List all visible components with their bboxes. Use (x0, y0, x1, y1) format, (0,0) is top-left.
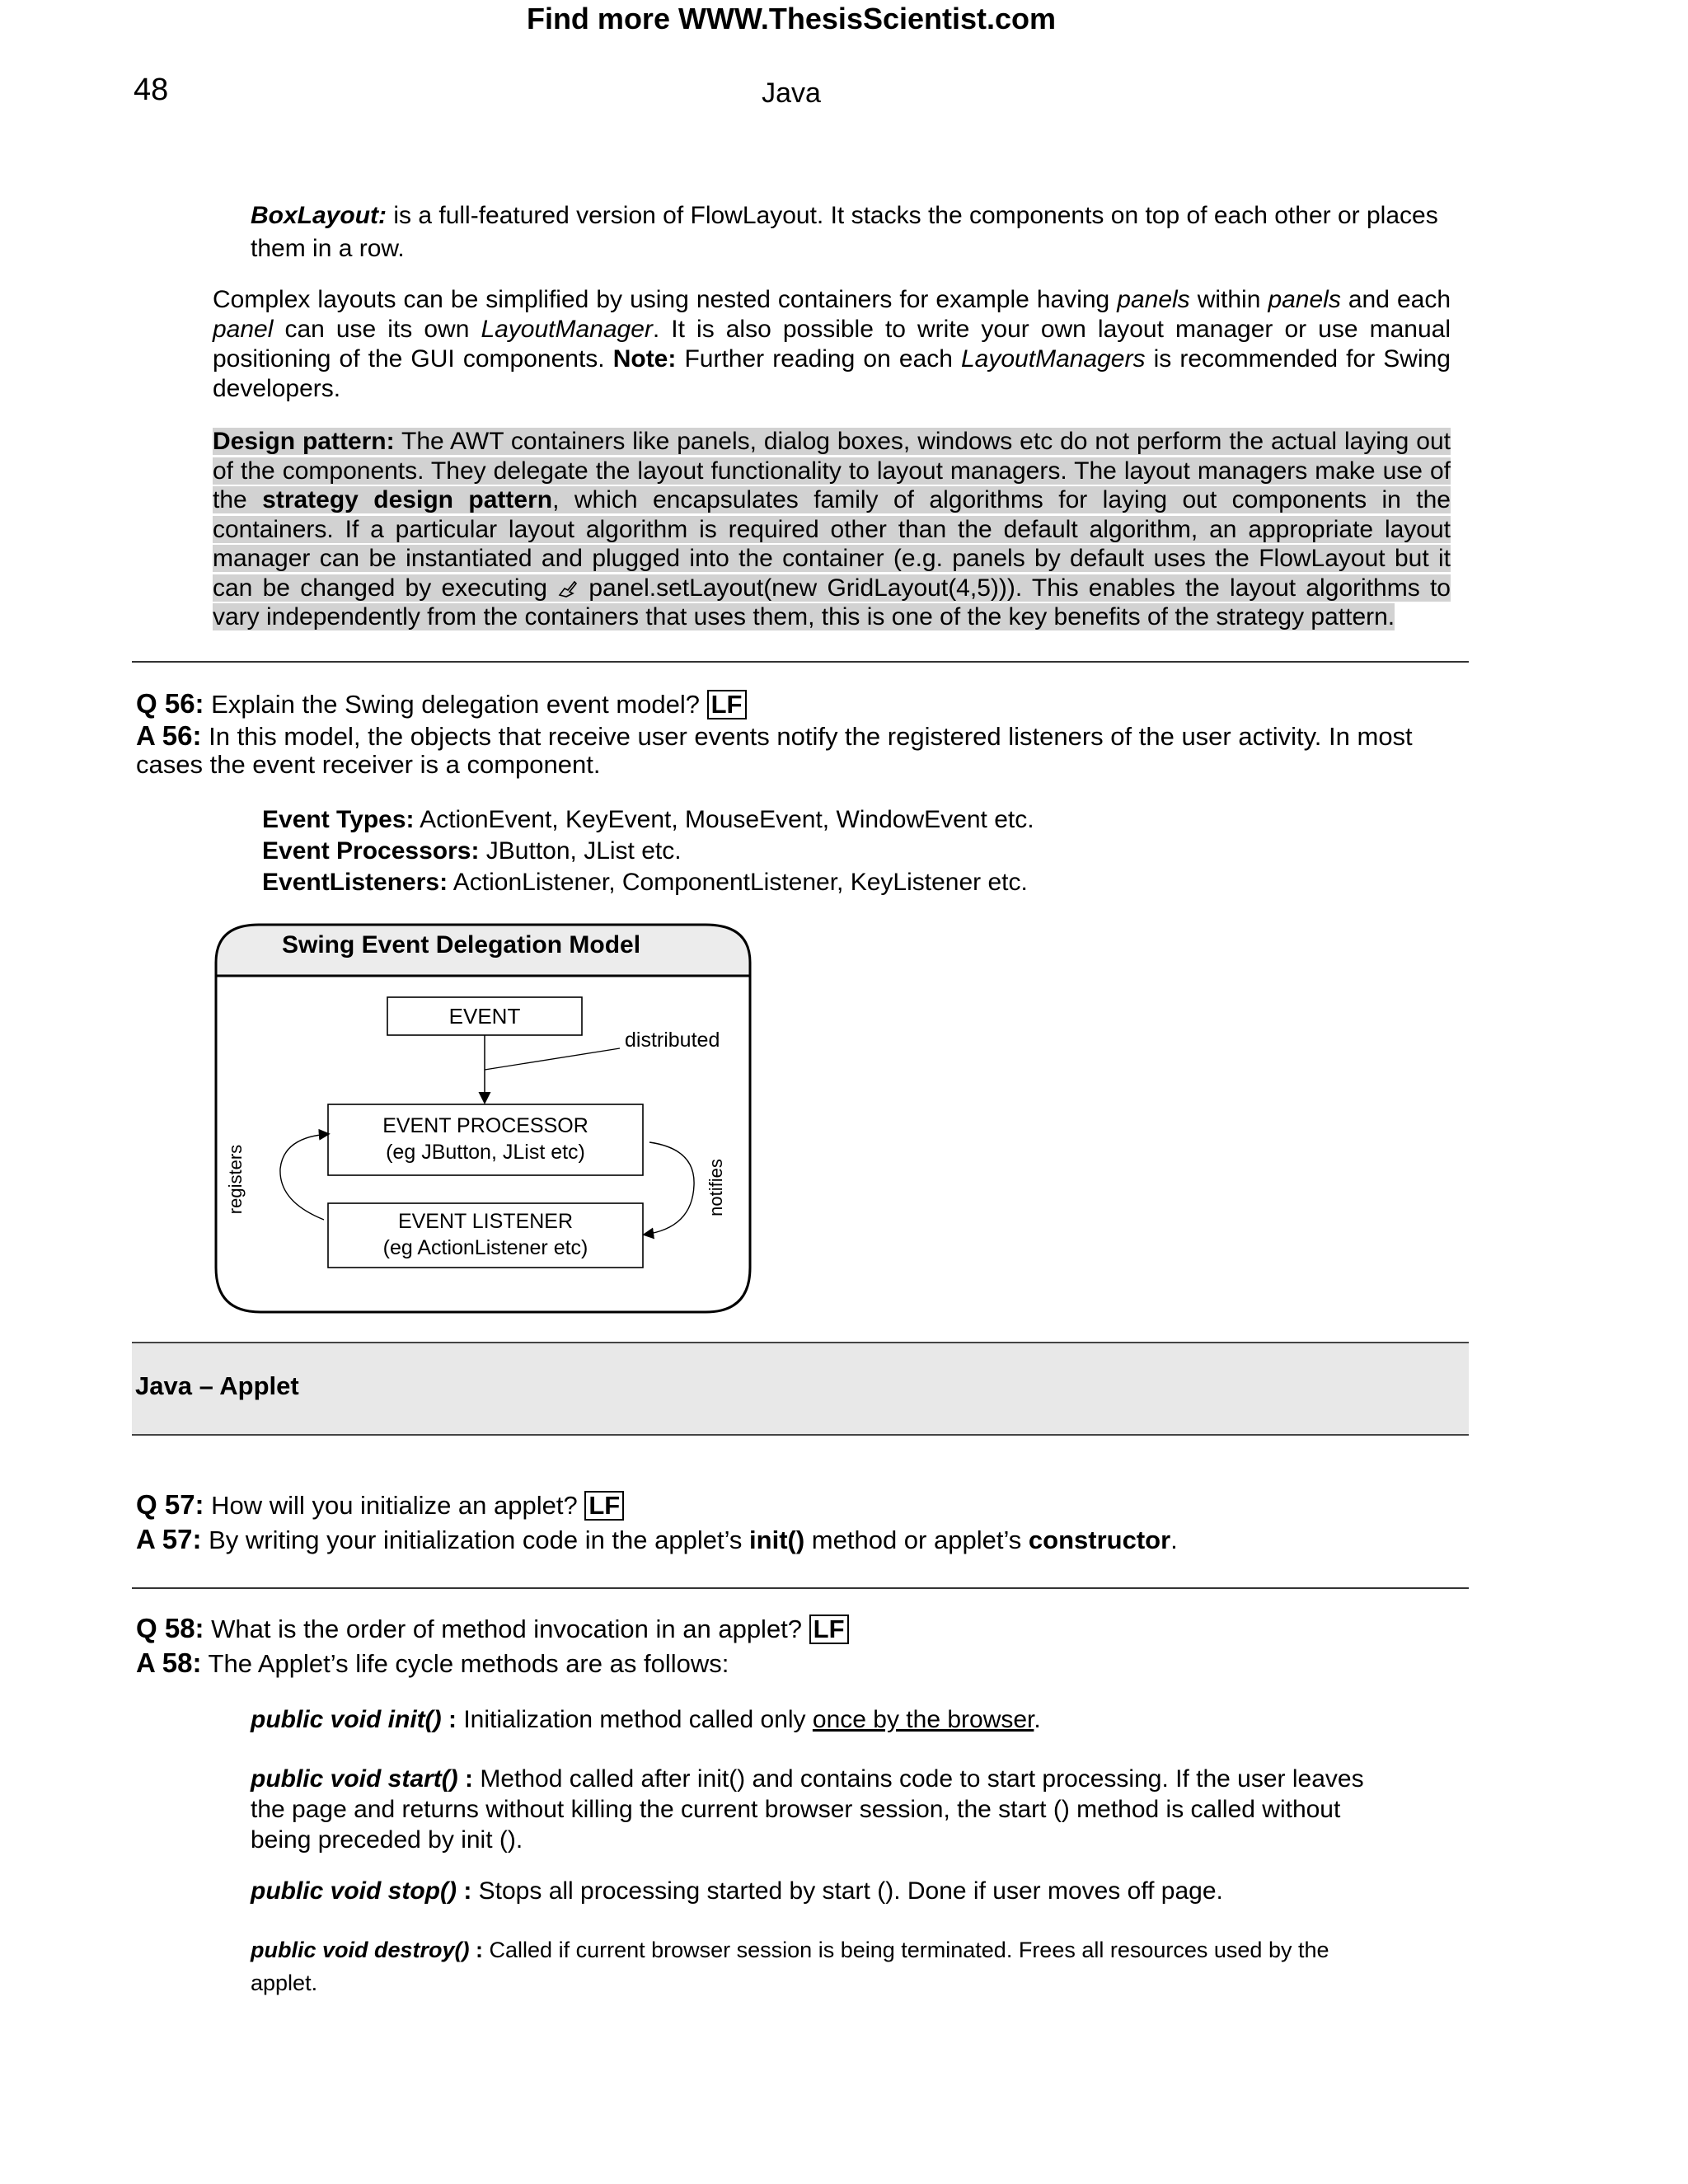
constructor-term: constructor (1028, 1526, 1171, 1554)
boxlayout-text: is a full-featured version of FlowLayout. It stacks the components on top of each other or places them in a row. (251, 202, 1438, 262)
text-run: The AWT containers like panels, dialog boxes, windows etc do not perform the actual laying out of the components. They delegate the layout functionality to layout managers. The layout managers make use of the (213, 428, 1451, 513)
def-text: JButton, JList etc. (479, 837, 682, 865)
section-band (132, 1342, 1469, 1436)
question-text: What is the order of method invocation in an applet? (204, 1615, 809, 1643)
def-line (262, 836, 1034, 867)
text-run: . It is also possible to write your own layout manager or use manual positioning of the GUI components. (213, 316, 1451, 373)
answer-text: method or applet’s (804, 1526, 1029, 1554)
method-text: Stops all processing started by start (). Done if user moves off page. (478, 1877, 1223, 1905)
q56-answer (136, 722, 1455, 779)
section-title: Java – Applet (135, 1371, 299, 1400)
event-definitions (262, 804, 1034, 898)
def-term: Event Processors: (262, 837, 480, 865)
answer-text: In this model, the objects that receive user events notify the registered listeners of the user activity. In most cases the event receiver is a component. (136, 722, 1413, 779)
lf-badge: LF (707, 690, 747, 719)
lifecycle-method-stop (251, 1876, 1404, 1907)
text-run: Complex layouts can be simplified by using nested containers for example having (213, 286, 1118, 313)
method-text: Called if current browser session is being terminated. Frees all resources used by the applet. (251, 1938, 1329, 1995)
note-label: Note: (612, 345, 677, 373)
question-label: Q 58: (136, 1613, 204, 1643)
text-run: panel (213, 316, 274, 343)
divider (132, 661, 1469, 663)
design-pattern-term: Design pattern: (213, 428, 395, 455)
method-text: Method called after init() and contains code to start processing. If the user leaves the page and returns without killing the current browser session, the start () method is called without being preceded by init (). (251, 1765, 1364, 1854)
answer-label: A 56: (136, 720, 202, 751)
notifies-label: notifies (706, 1159, 726, 1216)
method-signature: public void start() (251, 1765, 458, 1793)
q57-question (136, 1488, 624, 1522)
q57-answer (136, 1523, 1178, 1557)
answer-text: . (1170, 1526, 1178, 1554)
hand-pointer-icon (557, 579, 579, 598)
question-text: Explain the Swing delegation event model? (204, 690, 707, 719)
question-label: Q 57: (136, 1489, 204, 1520)
method-text: Initialization method called only (463, 1706, 813, 1733)
def-line (262, 867, 1034, 898)
def-text: ActionEvent, KeyEvent, MouseEvent, WindowEvent etc. (414, 806, 1034, 833)
page-number: 48 (134, 73, 169, 107)
listener-subtitle: (eg ActionListener etc) (382, 1236, 588, 1259)
registers-label: registers (225, 1144, 246, 1215)
answer-text: By writing your initialization code in the applet’s (201, 1526, 750, 1554)
def-term: Event Types: (262, 806, 415, 833)
text-run: LayoutManager (481, 316, 653, 343)
def-line (262, 804, 1034, 836)
boxlayout-paragraph (251, 199, 1446, 265)
diagram-title: Swing Event Delegation Model (282, 931, 641, 958)
event-delegation-diagram (213, 921, 757, 1317)
strategy-term: strategy design pattern (262, 486, 553, 513)
answer-label: A 58: (136, 1647, 202, 1678)
distributed-pointer (485, 1048, 620, 1070)
running-title: Java (762, 77, 821, 109)
q58-answer (136, 1647, 729, 1680)
question-label: Q 56: (136, 688, 204, 719)
method-separator: : (469, 1938, 490, 1962)
text-run: panels (1268, 286, 1341, 313)
divider (132, 1587, 1469, 1589)
listener-title: EVENT LISTENER (397, 1210, 574, 1233)
method-signature: public void destroy() (251, 1938, 470, 1962)
text-run: is recommended for Swing developers. (213, 345, 1451, 402)
text-run: Further reading on each (676, 345, 961, 373)
text-run: can use its own (273, 316, 481, 343)
answer-label: A 57: (136, 1524, 202, 1554)
lifecycle-method-destroy (251, 1933, 1388, 1999)
highlight (213, 428, 1451, 630)
q56-question (136, 687, 747, 721)
notifies-arrow (645, 1142, 694, 1235)
init-term: init() (749, 1526, 805, 1554)
method-underlined: once by the browser (812, 1706, 1034, 1733)
answer-text: The Applet’s life cycle methods are as follows: (201, 1649, 729, 1678)
text-run: and each (1340, 286, 1451, 313)
distributed-label: distributed (625, 1029, 720, 1052)
def-term: EventListeners: (262, 869, 448, 896)
text-run: within (1189, 286, 1268, 313)
processor-title: EVENT PROCESSOR (382, 1114, 588, 1137)
text-run: LayoutManagers (961, 345, 1146, 373)
question-text: How will you initialize an applet? (204, 1491, 585, 1520)
def-text: ActionListener, ComponentListener, KeyListener etc. (448, 869, 1028, 896)
event-label: EVENT (448, 1004, 521, 1029)
method-separator: : (457, 1765, 481, 1793)
text-run: panel.setLayout(new GridLayout(4,5))). This enables the layout algorithms to vary independently from the containers that uses them, this is one of the key benefits of the strategy pattern. (213, 574, 1451, 630)
lf-badge: LF (809, 1615, 849, 1644)
processor-subtitle: (eg JButton, JList etc) (386, 1141, 585, 1164)
boxlayout-term: BoxLayout: (251, 202, 387, 229)
processor-label (328, 1113, 643, 1165)
text-run: , which encapsulates family of algorithms for laying out components in the containers. If a particular layout algorithm is required other than the default algorithm, an appropriate layout manager can be instantiated and plugged into the container (e.g. panels by default uses the FlowLayout but it can be changed by executing (213, 486, 1451, 602)
lifecycle-method-init (251, 1704, 1404, 1736)
method-separator: : (441, 1706, 464, 1733)
method-separator: : (456, 1877, 479, 1905)
lf-badge: LF (584, 1491, 624, 1521)
method-signature: public void stop() (251, 1877, 457, 1905)
registers-arrow (280, 1134, 328, 1220)
method-signature: public void init() (251, 1706, 442, 1733)
banner: Find more WWW.ThesisScientist.com (526, 2, 1057, 35)
q58-question (136, 1612, 849, 1646)
design-pattern-paragraph (213, 427, 1451, 632)
text-run: panels (1117, 286, 1190, 313)
complex-layouts-paragraph (213, 285, 1451, 404)
method-text: . (1034, 1706, 1041, 1733)
lifecycle-method-start (251, 1764, 1380, 1855)
listener-label (328, 1208, 643, 1261)
